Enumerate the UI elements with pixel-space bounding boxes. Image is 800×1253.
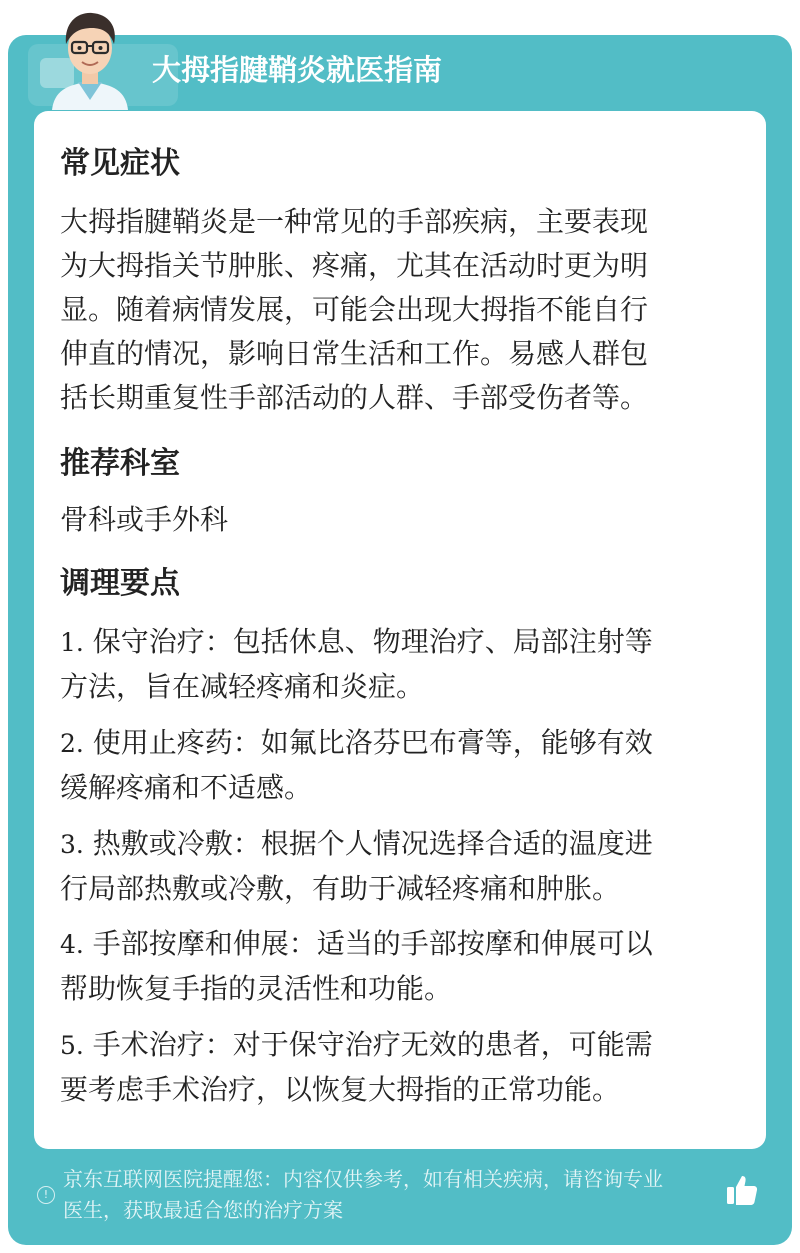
paragraph-line: 为大拇指关节肿胀、疼痛，尤其在活动时更为明 — [60, 249, 649, 282]
list-number: 1. — [60, 628, 84, 657]
section-title-care-tips: 调理要点 — [60, 566, 180, 601]
doctor-avatar-icon — [48, 4, 132, 110]
list-number: 2. — [60, 729, 84, 758]
footer-line: 医生，获取最适合您的治疗方案 — [63, 1198, 343, 1222]
tip-line: 缓解疼痛和不适感。 — [60, 771, 313, 804]
care-tip-item — [60, 721, 726, 810]
tip-line: 保守治疗：包括休息、物理治疗、局部注射等 — [83, 625, 653, 658]
paragraph-line: 显。随着病情发展，可能会出现大拇指不能自行 — [60, 293, 649, 326]
tip-line: 帮助恢复手指的灵活性和功能。 — [60, 972, 453, 1005]
tip-line: 手术治疗：对于保守治疗无效的患者，可能需 — [83, 1028, 653, 1061]
tip-line: 行局部热敷或冷敷，有助于减轻疼痛和肿胀。 — [60, 872, 621, 905]
tip-line: 手部按摩和伸展：适当的手部按摩和伸展可以 — [83, 927, 653, 960]
paragraph-line: 骨科或手外科 — [60, 503, 229, 536]
section-title-symptoms: 常见症状 — [60, 146, 180, 181]
paragraph-line: 括长期重复性手部活动的人群、手部受伤者等。 — [60, 381, 649, 414]
department-paragraph — [60, 498, 726, 542]
tip-line: 热敷或冷敷：根据个人情况选择合适的温度进 — [83, 827, 653, 860]
list-number: 5. — [60, 1031, 84, 1060]
paragraph-line: 大拇指腱鞘炎是一种常见的手部疾病，主要表现 — [60, 205, 649, 238]
list-number: 4. — [60, 930, 84, 959]
care-tip-item — [60, 620, 726, 709]
tip-line: 要考虑手术治疗，以恢复大拇指的正常功能。 — [60, 1073, 621, 1106]
paragraph-line: 伸直的情况，影响日常生活和工作。易感人群包 — [60, 337, 649, 370]
tip-line: 使用止疼药：如氟比洛芬巴布膏等，能够有效 — [83, 726, 653, 759]
footer-disclaimer — [63, 1164, 728, 1226]
symptoms-paragraph — [60, 200, 726, 420]
care-tip-item — [60, 822, 726, 911]
page-title: 大拇指腱鞘炎就医指南 — [152, 53, 443, 87]
info-icon: ! — [37, 1186, 55, 1204]
footer-line: 京东互联网医院提醒您：内容仅供参考，如有相关疾病，请咨询专业 — [63, 1167, 663, 1191]
list-number: 3. — [60, 830, 84, 859]
section-title-department: 推荐科室 — [60, 446, 180, 481]
care-tip-item — [60, 1023, 726, 1112]
tip-line: 方法，旨在减轻疼痛和炎症。 — [60, 670, 425, 703]
care-tip-item — [60, 922, 726, 1011]
thumbs-up-icon[interactable] — [724, 1172, 760, 1208]
